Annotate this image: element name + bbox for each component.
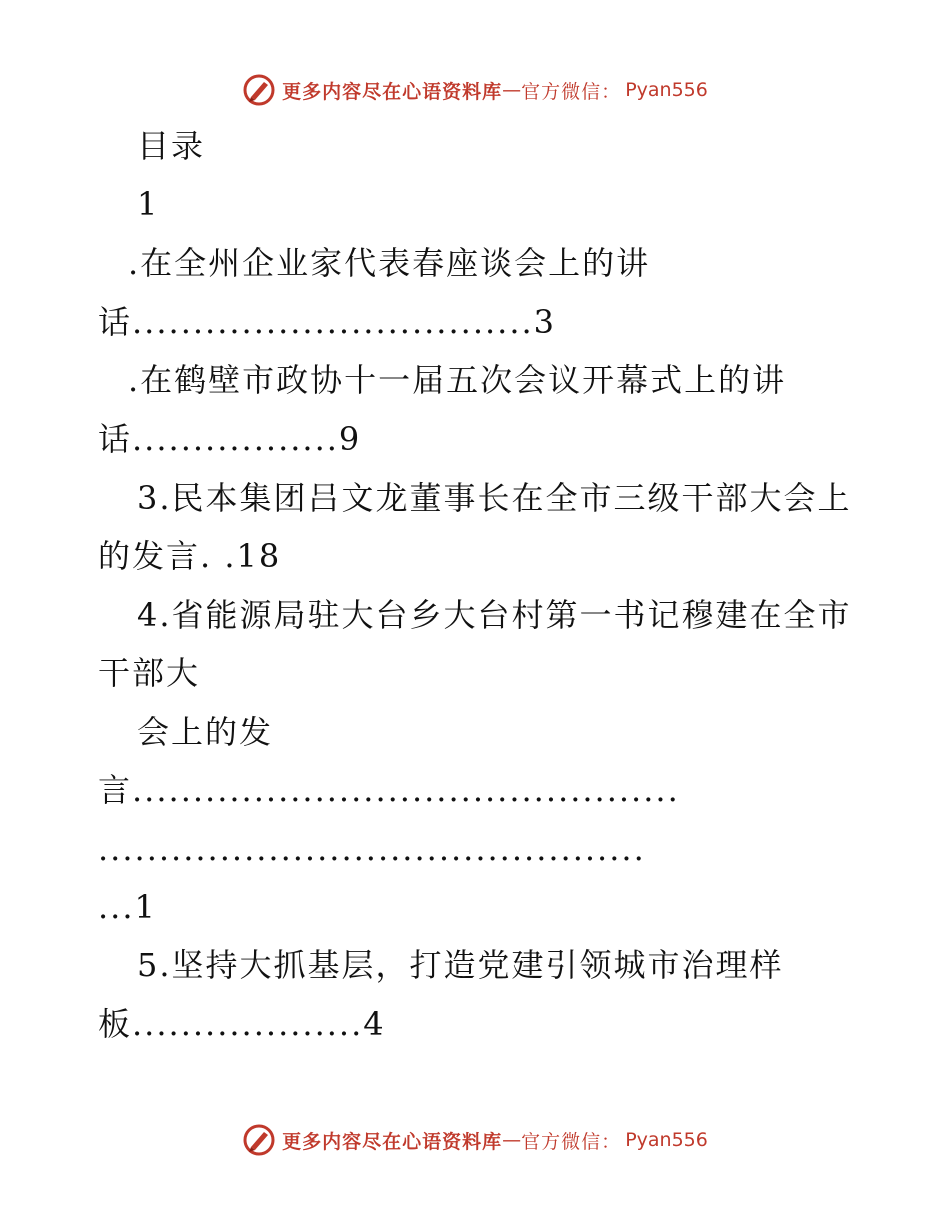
banner-brand-text: 更多内容尽在心语资料库 <box>282 1130 503 1153</box>
toc-line: .在全州企业家代表春座谈会上的讲 <box>128 244 651 282</box>
toc-title: 目录 <box>137 127 206 165</box>
toc-line: .在鹤壁市政协十一届五次会议开幕式上的讲 <box>128 361 787 399</box>
toc-line: 言............................................. <box>98 771 680 809</box>
banner-account: Pyan556 <box>625 79 708 101</box>
footer-banner <box>0 1120 950 1160</box>
toc-line: ............................................. <box>98 830 646 868</box>
banner-dash: — <box>502 79 522 101</box>
toc-line: 话.................9 <box>98 420 362 458</box>
banner-account: Pyan556 <box>625 1129 708 1151</box>
pen-logo-icon <box>242 1123 276 1157</box>
banner-wechat-label: 官方微信： <box>521 80 622 103</box>
toc-line: 干部大 <box>98 654 201 692</box>
toc-line: 4.省能源局驻大台乡大台村第一书记穆建在全市 <box>137 596 852 634</box>
banner-dash: — <box>502 1129 522 1151</box>
banner-wechat-label: 官方微信： <box>521 1130 622 1153</box>
banner-brand-text: 更多内容尽在心语资料库 <box>282 80 503 103</box>
toc-line: 的发言. .18 <box>98 537 282 575</box>
toc-line: ...1 <box>98 888 157 926</box>
pen-logo-icon <box>242 73 276 107</box>
toc-line: 板...................4 <box>98 1005 386 1043</box>
toc-line: 1 <box>137 185 160 223</box>
toc-line: 5.坚持大抓基层，打造党建引领城市治理样 <box>137 946 784 984</box>
toc-line: 话.................................3 <box>98 303 557 341</box>
toc-line: 3.民本集团吕文龙董事长在全市三级干部大会上 <box>137 479 852 517</box>
header-banner <box>0 70 950 110</box>
toc-line: 会上的发 <box>137 713 274 751</box>
